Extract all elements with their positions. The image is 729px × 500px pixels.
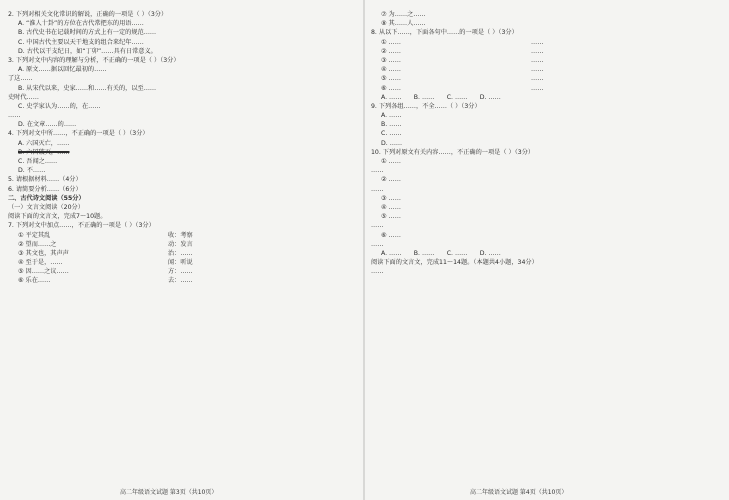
option-gloss: 去：…… (168, 277, 193, 285)
text-line: 3. 下列对文中内容的理解与分析，不正确的一项是（ ）（3分） (8, 56, 180, 64)
option-text: ⑤ …… (381, 75, 401, 83)
option-text: ⑤ 因……之议…… (18, 268, 69, 276)
option-row (371, 56, 721, 65)
text-line: 二、古代诗文阅读（55分） (8, 194, 85, 202)
text-line: 5. 请根据材料……（4分） (8, 176, 82, 184)
text-line: ④ …… (381, 203, 401, 211)
text-line: …… (371, 167, 384, 175)
option-text: ③ 其文也，其声声 (18, 249, 69, 257)
text-line: 史时代…… (8, 93, 39, 101)
option-row (371, 38, 721, 47)
option-gloss: 闻：听说 (168, 259, 193, 267)
option-row (371, 47, 721, 56)
text-line: 10. 下列对原文有关内容……，不正确的一项是（ ）（3分） (371, 148, 535, 156)
text-line: ⑥ …… (381, 231, 401, 239)
text-line: ③ …… (381, 194, 401, 202)
option-row (371, 65, 721, 74)
option-gloss: 动：发言 (168, 240, 193, 248)
option-text: ② …… (381, 47, 401, 55)
option-text: ⑥ 乐在…… (18, 277, 51, 285)
text-line: C. 中国古代主要以天干地支的组合来纪年…… (18, 38, 144, 46)
text-line: A. …… B. …… C. …… D. …… (381, 93, 501, 101)
option-text: ⑥ …… (381, 84, 401, 92)
text-line: ⑧ 其……人…… (381, 20, 426, 28)
option-row (371, 74, 721, 83)
text-line: …… (371, 222, 384, 230)
option-gloss: …… (531, 47, 544, 55)
text-line: B. 六国破灭，…… (18, 148, 70, 156)
option-gloss: …… (531, 56, 544, 64)
option-gloss: …… (531, 75, 544, 83)
left-footer: 高二年级语文试题 第3页（共10页） (120, 489, 218, 496)
text-line: 2. 下列对相关文化常识的解说，正确的一项是（ ）（3分） (8, 11, 168, 18)
text-line: 7. 下列对文中加点……，不正确的一项是（ ）（3分） (8, 222, 155, 230)
text-line: D. 古代以干支纪日，如“丁卯”……具有日常意义。 (18, 47, 157, 55)
text-line: …… (371, 268, 384, 276)
text-line: 了这…… (8, 75, 33, 83)
page-fold (363, 0, 365, 500)
text-line: 9. 下列各组……，不全……（ ）（3分） (371, 102, 481, 110)
text-line: C. …… (381, 130, 402, 138)
text-line: D. 在文章……的…… (18, 121, 77, 129)
option-gloss: 治：…… (168, 249, 193, 257)
option-text: ④ …… (381, 66, 401, 74)
text-line: …… (371, 240, 384, 248)
option-row (8, 267, 358, 276)
text-line: A. 六国灭亡，…… (18, 139, 70, 147)
option-text: ① 平定其乱 (18, 231, 51, 239)
option-gloss: 收：考察 (168, 231, 193, 239)
text-line: 阅读下面的文言文，完成11～14题。（本题共4小题，34分） (371, 259, 538, 267)
text-line: （一）文言文阅读（20分） (8, 203, 84, 211)
text-line: ① …… (381, 158, 401, 165)
option-text: ④ 至于是，…… (18, 259, 63, 267)
option-row (8, 240, 358, 249)
option-row (8, 249, 358, 258)
option-row (371, 84, 721, 93)
option-row (8, 231, 358, 240)
text-line: A. …… B. …… C. …… D. …… (381, 249, 501, 257)
text-line: A. “淮人十卦”的方位在古代常把东的用语…… (18, 20, 144, 28)
text-line: B. 古代史书在记载时间的方式上有一定的规范…… (18, 29, 157, 37)
text-line: C. 吾闻之…… (18, 158, 58, 165)
right-footer: 高二年级语文试题 第4页（共10页） (470, 489, 568, 496)
text-line: 4. 下列对文中所……，不正确的一项是（ ）（3分） (8, 130, 149, 138)
option-text: ② 望而……之 (18, 240, 57, 248)
text-line: 6. 请简要分析……（6分） (8, 185, 82, 193)
text-line: A. …… (381, 112, 402, 120)
option-gloss: 方：…… (168, 268, 193, 276)
option-text: ③ …… (381, 56, 401, 64)
option-gloss: …… (531, 38, 544, 46)
text-line: B. …… (381, 121, 402, 129)
text-line: A. 原文……据以回忆最初的…… (18, 66, 107, 74)
option-gloss: …… (531, 84, 544, 92)
text-line: …… (8, 112, 21, 120)
text-line: B. 从宋代以来，史家……和……有关的，以至…… (18, 84, 157, 92)
text-line: 阅读下面的文言文，完成7～10题。 (8, 213, 107, 221)
text-line: ⑤ …… (381, 213, 401, 221)
left-page (8, 10, 358, 286)
option-text: ① …… (381, 38, 401, 46)
option-row (8, 276, 358, 285)
text-line: D. 不…… (18, 167, 46, 175)
text-line: D. …… (381, 139, 403, 147)
text-line: C. 史学家认为……的，在…… (18, 102, 101, 110)
option-row (8, 258, 358, 267)
text-line: …… (371, 185, 384, 193)
text-line: 8. 从以下……，下面各句中……的一项是（ ）（3分） (371, 29, 518, 37)
text-line: ⑦ 为……之…… (381, 11, 426, 18)
option-gloss: …… (531, 66, 544, 74)
text-line: ② …… (381, 176, 401, 184)
right-page (371, 10, 721, 276)
